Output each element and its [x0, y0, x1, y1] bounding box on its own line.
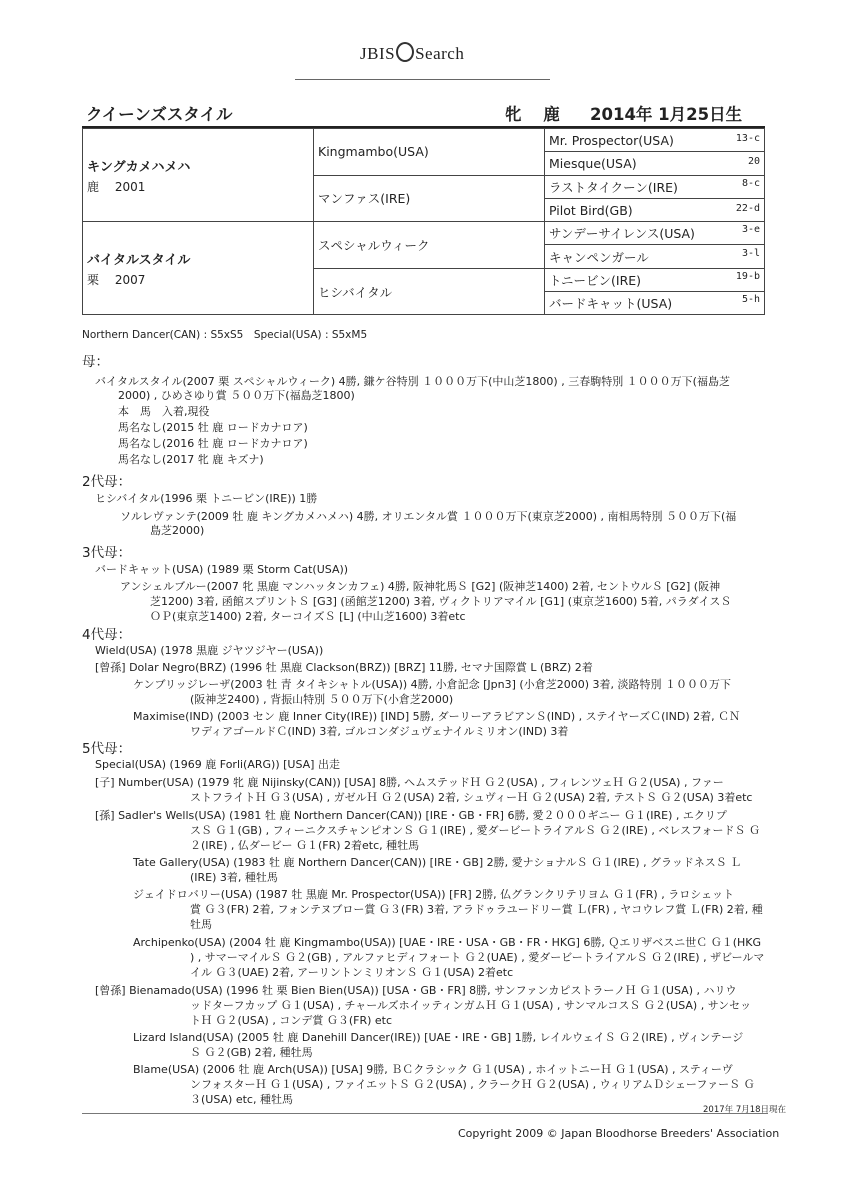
descendant-line: ＯＰ(東京芝1400) 2着, ターコイズＳ [L] (中山芝1600) 3着etc	[150, 610, 466, 623]
offspring-line: 馬名なし(2017 牝 鹿 キズナ)	[118, 453, 264, 466]
descendant-line: (IRE) 3着, 種牡馬	[190, 871, 278, 884]
family-code: 3-e	[741, 224, 760, 236]
descendant-line: ンフォスターＨ Ｇ１(USA) , ファイエットＳ Ｇ２(USA) , クラークＨ Ｇ２(USA) , ウィリアムＤシェーファーＳ Ｇ	[190, 1078, 755, 1091]
dam-name: バイタルスタイル	[87, 252, 191, 268]
section-5th-dam: 5代母：	[82, 741, 132, 757]
great-grandparent-cell	[545, 292, 765, 315]
descendant-line: ワディアゴールドＣ(IND) 3着, ゴルコンダジュヴェナイルミリオン(IND) 3着	[190, 725, 569, 738]
ggp-name: キャンペンガール	[549, 249, 649, 265]
ggp-name: Miesque(USA)	[549, 155, 637, 171]
grandparent-cell: スペシャルウィーク	[314, 222, 545, 269]
descendant-line: Archipenko(USA) (2004 牡 鹿 Kingmambo(USA)) [UAE・IRE・USA・GB・FR・HKG] 6勝, Ｑエリザベスニ世Ｃ Ｇ１(HKG	[133, 936, 761, 949]
descendant-line: ケンブリッジレーザ(2003 牡 青 タイキシャトル(USA)) 4勝, 小倉記念 [Jpn3] (小倉芝2000) 3着, 淡路特別 １０００万下	[133, 678, 731, 691]
descendant-line: 牡馬	[190, 918, 212, 931]
section-dam: 母：	[82, 354, 109, 370]
offspring-line: 馬名なし(2016 牡 鹿 ロードカナロア)	[118, 437, 308, 450]
horse-name: クイーンズスタイル	[86, 105, 233, 124]
magnifier-icon	[396, 42, 414, 62]
logo-text-right: Search	[415, 44, 465, 63]
family-code: 5-h	[741, 294, 760, 306]
descendant-line: [孫] Sadler's Wells(USA) (1981 牡 鹿 Northern Dancer(CAN)) [IRE・GB・FR] 6勝, 愛２０００ギニー Ｇ１(IRE) , エクリプ	[95, 809, 727, 822]
descendant-line: 賞 Ｇ３(FR) 2着, フォンテヌブロー賞 Ｇ３(FR) 3着, アラドゥラユードリー賞 Ｌ(FR) , ヤコウレフ賞 Ｌ(FR) 2着, 種	[190, 903, 763, 916]
descendant-line: ) , サマーマイルＳ Ｇ２(GB) , アルファヒディフォート Ｇ２(UAE) , 愛ダービートライアルＳ Ｇ２(IRE) , ザビールマ	[190, 951, 765, 964]
descendant-line: 芝1200) 3着, 函館スプリントＳ [G3] (函館芝1200) 3着, ヴィクトリアマイル [G1] (東京芝1600) 5着, パラダイスＳ	[150, 595, 732, 608]
great-grandparent-cell	[545, 268, 765, 291]
grandparent-cell: マンファス(IRE)	[314, 175, 545, 222]
ggp-name: バードキャット(USA)	[549, 296, 673, 312]
family-code: 22-d	[735, 202, 760, 214]
ggp-name: Pilot Bird(GB)	[549, 202, 633, 218]
great-grandparent-cell	[545, 175, 765, 198]
descendant-line: イル Ｇ３(UAE) 2着, アーリントンミリオンＳ Ｇ１(USA) 2着etc	[190, 966, 514, 979]
section-3rd-dam: 3代母：	[82, 545, 132, 561]
fifth-dam-line: Special(USA) (1969 鹿 Forli(ARG)) [USA] 出走	[95, 758, 340, 771]
sire-cell	[83, 129, 314, 222]
great-grandparent-cell	[545, 152, 765, 175]
descendant-line: 島芝2000)	[150, 524, 205, 537]
sex-color: 牝 鹿	[505, 105, 568, 124]
descendant-line: ジェイドロバリー(USA) (1987 牡 黒鹿 Mr. Prospector(USA)) [FR] 2勝, 仏グランクリテリヨム Ｇ１(FR) , ラロシェット	[133, 888, 734, 901]
sire-name: キングカメハメハ	[87, 159, 191, 175]
offspring-line: 本 馬 入着,現役	[118, 405, 210, 418]
copyright: Copyright 2009 © Japan Bloodhorse Breeders' Association	[458, 1127, 780, 1140]
descendant-line: ストフライトＨ Ｇ３(USA) , ガゼルＨ Ｇ２(USA) 2着, シュヴィーＨ Ｇ２(USA) 2着, テストＳ Ｇ２(USA) 3着etc	[190, 791, 753, 804]
grandparent-cell: Kingmambo(USA)	[314, 129, 545, 176]
great-grandparent-cell	[545, 198, 765, 221]
dam-record-line: 2000) , ひめさゆり賞 ５００万下(福島芝1800)	[118, 389, 355, 402]
descendant-line: ソルレヴァンテ(2009 牡 鹿 キングカメハメハ) 4勝, オリエンタル賞 １０００万下(東京芝2000) , 南相馬特別 ５００万下(福	[120, 510, 737, 523]
logo-divider	[295, 79, 550, 80]
descendant-line: [子] Number(USA) (1979 牝 鹿 Nijinsky(CAN)) [USA] 8勝, ヘムステッドＨ Ｇ２(USA) , フィレンツェＨ Ｇ２(USA) , ファー	[95, 776, 724, 789]
inbreeding-note: Northern Dancer(CAN) : S5xS5 Special(USA) : S5xM5	[82, 329, 368, 341]
birth-date: 2014年 1月25日生	[590, 105, 743, 124]
descendant-line: スＳ Ｇ１(GB) , フィーニクスチャンピオンＳ Ｇ１(IRE) , 愛ダービートライアルＳ Ｇ２(IRE) , ベレスフォードＳ Ｇ	[190, 824, 760, 837]
descendant-line: Maximise(IND) (2003 セン 鹿 Inner City(IRE)) [IND] 5勝, ダーリーアラビアンＳ(IND) , ステイヤーズＣ(IND) 2着, ＣＮ	[133, 710, 741, 723]
ggp-name: トニービン(IRE)	[549, 272, 642, 288]
dam-info: 栗 2007	[87, 272, 146, 287]
family-code: 13-c	[735, 132, 760, 144]
fourth-dam-line: Wield(USA) (1978 黒鹿 ジヤツジヤー(USA))	[95, 644, 324, 657]
descendant-line: Lizard Island(USA) (2005 牡 鹿 Danehill Dancer(IRE)) [UAE・IRE・GB] 1勝, レイルウェイＳ Ｇ２(IRE) , ヴィンテージ	[133, 1031, 744, 1044]
descendant-line: Tate Gallery(USA) (1983 牡 鹿 Northern Dancer(CAN)) [IRE・GB] 2勝, 愛ナショナルＳ Ｇ１(IRE) , グラッドネスＳ Ｌ	[133, 856, 742, 869]
ggp-name: サンデーサイレンス(USA)	[549, 226, 695, 242]
family-code: 20	[747, 155, 760, 167]
family-code: 8-c	[741, 177, 760, 189]
descendant-line: ３(USA) etc, 種牡馬	[190, 1093, 293, 1106]
third-dam-line: バードキャット(USA) (1989 栗 Storm Cat(USA))	[95, 563, 349, 576]
second-dam-line: ヒシバイタル(1996 栗 トニービン(IRE)) 1勝	[95, 492, 318, 505]
descendant-line: アンシェルブルー(2007 牝 黒鹿 マンハッタンカフェ) 4勝, 阪神牝馬Ｓ [G2] (阪神芝1400) 2着, セントウルＳ [G2] (阪神	[120, 580, 721, 593]
sire-info: 鹿 2001	[87, 179, 146, 194]
offspring-line: 馬名なし(2015 牡 鹿 ロードカナロア)	[118, 421, 308, 434]
great-grandparent-cell	[545, 222, 765, 245]
family-code: 3-l	[741, 247, 760, 259]
descendant-line: [曾孫] Dolar Negro(BRZ) (1996 牡 黒鹿 Clackson(BRZ)) [BRZ] 11勝, セマナ国際賞 L (BRZ) 2着	[95, 661, 593, 674]
descendant-line: Ｓ Ｇ２(GB) 2着, 種牡馬	[190, 1046, 313, 1059]
descendant-line: [曾孫] Bienamado(USA) (1996 牡 栗 Bien Bien(USA)) [USA・GB・FR] 8勝, サンファンカピストラーノＨ Ｇ１(USA) , ハリウ	[95, 984, 737, 997]
ggp-name: ラストタイクーン(IRE)	[549, 179, 678, 195]
updated-date: 2017年 7月18日現在	[703, 1105, 787, 1115]
descendant-line: ２(IRE) , 仏ダービー Ｇ１(FR) 2着etc, 種牡馬	[190, 839, 420, 852]
jbis-search-logo	[360, 42, 464, 64]
section-4th-dam: 4代母：	[82, 627, 132, 643]
logo-text-left: JBIS	[360, 44, 396, 63]
grandparent-cell: ヒシバイタル	[314, 268, 545, 315]
pedigree-table	[82, 128, 765, 315]
footer-divider	[82, 1113, 768, 1114]
descendant-line: (阪神芝2400) , 背振山特別 ５００万下(小倉芝2000)	[190, 693, 454, 706]
ggp-name: Mr. Prospector(USA)	[549, 132, 674, 148]
great-grandparent-cell	[545, 245, 765, 268]
descendant-line: Blame(USA) (2006 牡 鹿 Arch(USA)) [USA] 9勝, ＢＣクラシック Ｇ１(USA) , ホイットニーＨ Ｇ１(USA) , スティーヴ	[133, 1063, 733, 1076]
family-code: 19-b	[735, 270, 760, 282]
descendant-line: ッドターフカップ Ｇ１(USA) , チャールズホイッティンガムＨ Ｇ１(USA) , サンマルコスＳ Ｇ２(USA) , サンセッ	[190, 999, 752, 1012]
section-2nd-dam: 2代母：	[82, 474, 132, 490]
dam-cell	[83, 222, 314, 315]
dam-record-line: バイタルスタイル(2007 栗 スペシャルウィーク) 4勝, 鎌ケ谷特別 １０００万下(中山芝1800) , 三春駒特別 １０００万下(福島芝	[95, 375, 730, 388]
great-grandparent-cell	[545, 129, 765, 152]
descendant-line: トＨ Ｇ２(USA) , コンデ賞 Ｇ３(FR) etc	[190, 1014, 393, 1027]
